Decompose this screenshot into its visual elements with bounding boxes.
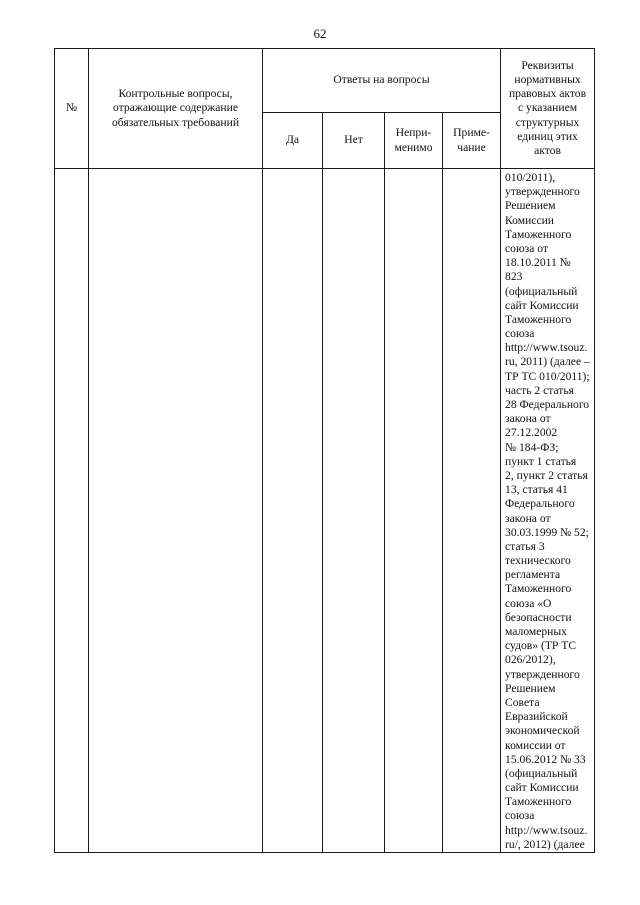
requisites-line: сайт Комиссии — [505, 781, 579, 795]
cell-note — [443, 169, 501, 853]
header-num — [55, 49, 89, 169]
requisites-line: маломерных — [505, 625, 567, 638]
requisites-line: судов» (ТР ТС — [505, 639, 577, 653]
requisites-line: 823 — [505, 270, 523, 284]
cell-no — [323, 169, 385, 853]
requisites-line: 026/2012), — [505, 653, 556, 667]
requisites-line: http://www.tsouz. — [505, 823, 588, 837]
requisites-line: 30.03.1999 № 52; — [505, 525, 589, 539]
requisites-line: № 184-ФЗ; — [505, 440, 559, 454]
requisites-line: ru, 2011) (далее – — [505, 355, 590, 369]
table-row — [55, 169, 595, 853]
header-yes-label: Да — [285, 133, 300, 147]
header-yes — [263, 113, 323, 169]
requisites-line: Совета — [505, 695, 540, 709]
requisites-line: (официальный — [505, 766, 578, 780]
header-no-label: Нет — [344, 133, 363, 147]
requisites-line: безопасности — [505, 610, 572, 624]
cell-yes — [263, 169, 323, 853]
requisites-line: часть 2 статья — [505, 383, 574, 397]
requisites-line: союза — [505, 809, 535, 823]
header-no — [323, 113, 385, 169]
requisites-line: союза «О — [505, 596, 552, 610]
requisites-line: (официальный — [505, 284, 578, 298]
requisites-line: Решением — [505, 681, 556, 695]
cell-num — [55, 169, 89, 853]
requisites-line: 2, пункт 2 статья — [505, 468, 588, 482]
cell-requisites — [501, 169, 595, 853]
requisites-line: 27.12.2002 — [505, 426, 558, 440]
requisites-line: ТР ТС 010/2011); — [505, 369, 590, 383]
header-answers-label: Ответы на вопросы — [333, 73, 430, 87]
requisites-line: союза от — [505, 241, 548, 255]
requisites-line: утвержденного — [505, 185, 580, 199]
requisites-line: 18.10.2011 № — [505, 256, 571, 270]
requisites-line: экономической — [505, 724, 580, 738]
requisites-line: закона от — [505, 511, 551, 525]
header-requisites-label: Реквизиты нормативных правовых актов с указанием структурных единиц этих актов — [508, 59, 587, 157]
header-question — [89, 49, 263, 169]
requisites-line: Таможенного — [505, 227, 572, 241]
requisites-line: Таможенного — [505, 312, 572, 326]
header-note — [443, 113, 501, 169]
requisites-line: закона от — [505, 412, 551, 426]
requisites-line: 010/2011), — [505, 171, 556, 184]
requisites-line: сайт Комиссии — [505, 298, 579, 312]
requisites-line: статья 3 — [505, 539, 545, 553]
requisites-line: Федерального — [505, 497, 575, 511]
header-na-label: Непри- менимо — [394, 126, 433, 154]
requisites-line: комиссии от — [505, 738, 566, 752]
requisites-line: Евразийской — [505, 710, 568, 724]
requisites-line: утвержденного — [505, 667, 580, 681]
header-question-label: Контрольные вопросы, отражающие содержание обязательных требований — [111, 87, 240, 129]
requisites-line: http://www.tsouz. — [505, 341, 588, 355]
requisites-line: Таможенного — [505, 582, 572, 596]
header-requisites — [501, 49, 595, 169]
header-num-label: № — [65, 101, 78, 115]
header-answers — [263, 49, 501, 113]
requisites-line: Таможенного — [505, 795, 572, 809]
requisites-line: ru/, 2012) (далее — [505, 837, 585, 851]
header-na — [385, 113, 443, 169]
requisites-line: пункт 1 статья — [505, 454, 577, 468]
requisites-line: 28 Федерального — [505, 398, 590, 411]
requirements-table — [54, 48, 595, 853]
cell-question — [89, 169, 263, 853]
requisites-line: технического — [505, 554, 571, 568]
header-row-top — [55, 49, 595, 113]
requisites-line: 13, статья 41 — [505, 483, 568, 497]
requisites-line: регламента — [505, 568, 561, 582]
requisites-line: Комиссии — [505, 213, 555, 227]
cell-na — [385, 169, 443, 853]
requisites-line: Решением — [505, 199, 556, 213]
header-note-label: Приме- чание — [453, 126, 490, 154]
requisites-line: союза — [505, 327, 535, 341]
requisites-line: 15.06.2012 № 33 — [505, 752, 586, 766]
page-number: 62 — [313, 26, 327, 41]
